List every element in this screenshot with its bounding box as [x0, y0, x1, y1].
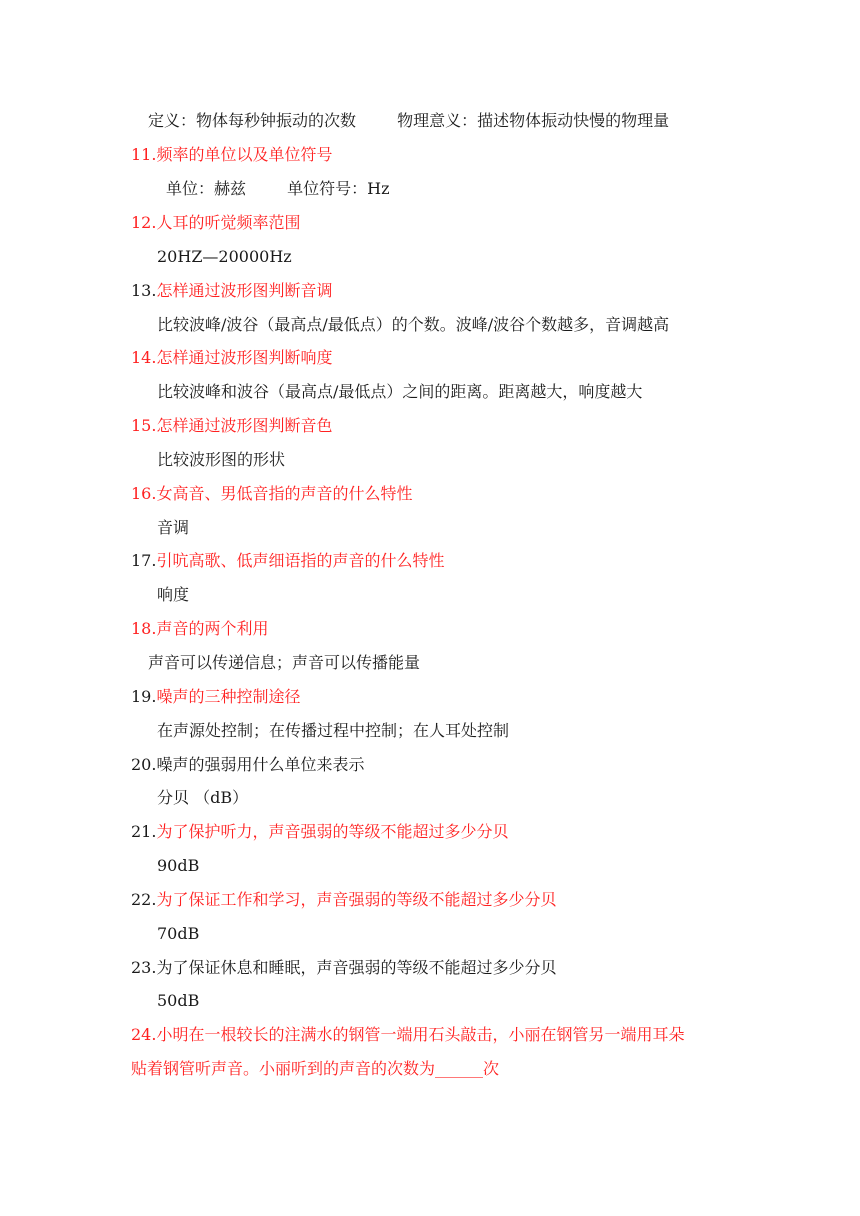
question-14 [131, 347, 332, 369]
question-number: 19. [131, 687, 157, 706]
answer-text: 比较波峰和波谷（最高点/最低点）之间的距离。距离越大，响度越大 [157, 382, 643, 401]
unit-symbol-text: 单位符号：Hz [287, 179, 390, 198]
question-number: 20. [131, 755, 157, 774]
question-number: 21. [131, 822, 157, 841]
answer-text: 音调 [157, 518, 190, 537]
question-number: 13. [131, 281, 157, 300]
answer-11 [166, 178, 390, 200]
question-24 [131, 1024, 684, 1046]
answer-text: 声音可以传递信息；声音可以传播能量 [148, 653, 421, 672]
question-text: 为了保护听力，声音强弱的等级不能超过多少分贝 [156, 822, 509, 841]
answer-13 [157, 314, 669, 336]
answer-18 [148, 652, 420, 674]
question-number: 22. [131, 890, 157, 909]
question-text: 噪声的强弱用什么单位来表示 [156, 755, 365, 774]
question-number: 11. [131, 145, 157, 164]
answer-21 [157, 855, 199, 877]
answer-17 [157, 584, 189, 606]
question-22 [131, 889, 556, 911]
question-18 [131, 618, 268, 640]
question-text: 为了保证休息和睡眠，声音强弱的等级不能超过多少分贝 [156, 958, 557, 977]
question-number: 23. [131, 958, 157, 977]
question-23 [131, 957, 556, 979]
answer-15 [157, 449, 285, 471]
answer-text: 在声源处控制；在传播过程中控制；在人耳处控制 [157, 721, 510, 740]
question-text: 噪声的三种控制途径 [156, 687, 301, 706]
answer-12 [157, 246, 292, 268]
question-text: 频率的单位以及单位符号 [156, 145, 333, 164]
question-17 [131, 550, 444, 572]
question-19 [131, 686, 300, 708]
question-number: 15. [131, 416, 157, 435]
unit-text: 单位：赫兹 [166, 179, 247, 198]
question-number: 17. [131, 551, 157, 570]
answer-22 [157, 923, 199, 945]
question-21 [131, 821, 508, 843]
question-text: 声音的两个利用 [156, 619, 269, 638]
question-16 [131, 483, 412, 505]
answer-text: 70dB [157, 924, 200, 943]
question-text: 人耳的听觉频率范围 [156, 213, 301, 232]
physical-meaning-text: 物理意义：描述物体振动快慢的物理量 [397, 111, 670, 130]
question-text: 贴着钢管听声音。小丽听到的声音的次数为______次 [131, 1059, 500, 1078]
answer-20 [157, 787, 248, 809]
question-text: 怎样通过波形图判断响度 [156, 348, 333, 367]
question-number: 18. [131, 619, 157, 638]
answer-16 [157, 517, 189, 539]
question-text: 为了保证工作和学习，声音强弱的等级不能超过多少分贝 [156, 890, 557, 909]
question-number: 14. [131, 348, 157, 367]
question-text: 女高音、男低音指的声音的什么特性 [156, 484, 413, 503]
definition-text: 定义：物体每秒钟振动的次数 [148, 111, 357, 130]
question-11 [131, 144, 332, 166]
question-number: 12. [131, 213, 157, 232]
question-number: 16. [131, 484, 157, 503]
question-24-continued [131, 1058, 499, 1080]
question-text: 小明在一根较长的注满水的钢管一端用石头敲击，小丽在钢管另一端用耳朵 [156, 1025, 685, 1044]
question-text: 怎样通过波形图判断音色 [156, 416, 333, 435]
answer-14 [157, 381, 642, 403]
answer-text: 比较波形图的形状 [157, 450, 286, 469]
answer-text: 响度 [157, 585, 190, 604]
answer-text: 20HZ—20000Hz [157, 247, 292, 266]
answer-text: 分贝 （dB） [157, 788, 249, 807]
question-15 [131, 415, 332, 437]
answer-text: 50dB [157, 991, 200, 1010]
answer-19 [157, 720, 509, 742]
answer-23 [157, 990, 199, 1012]
question-text: 引吭高歌、低声细语指的声音的什么特性 [156, 551, 445, 570]
answer-text: 比较波峰/波谷（最高点/最低点）的个数。波峰/波谷个数越多，音调越高 [157, 315, 670, 334]
question-20 [131, 754, 364, 776]
question-number: 24. [131, 1025, 157, 1044]
question-12 [131, 212, 300, 234]
question-13 [131, 280, 332, 302]
question-text: 怎样通过波形图判断音调 [156, 281, 333, 300]
definition-line [148, 110, 669, 132]
answer-text: 90dB [157, 856, 200, 875]
